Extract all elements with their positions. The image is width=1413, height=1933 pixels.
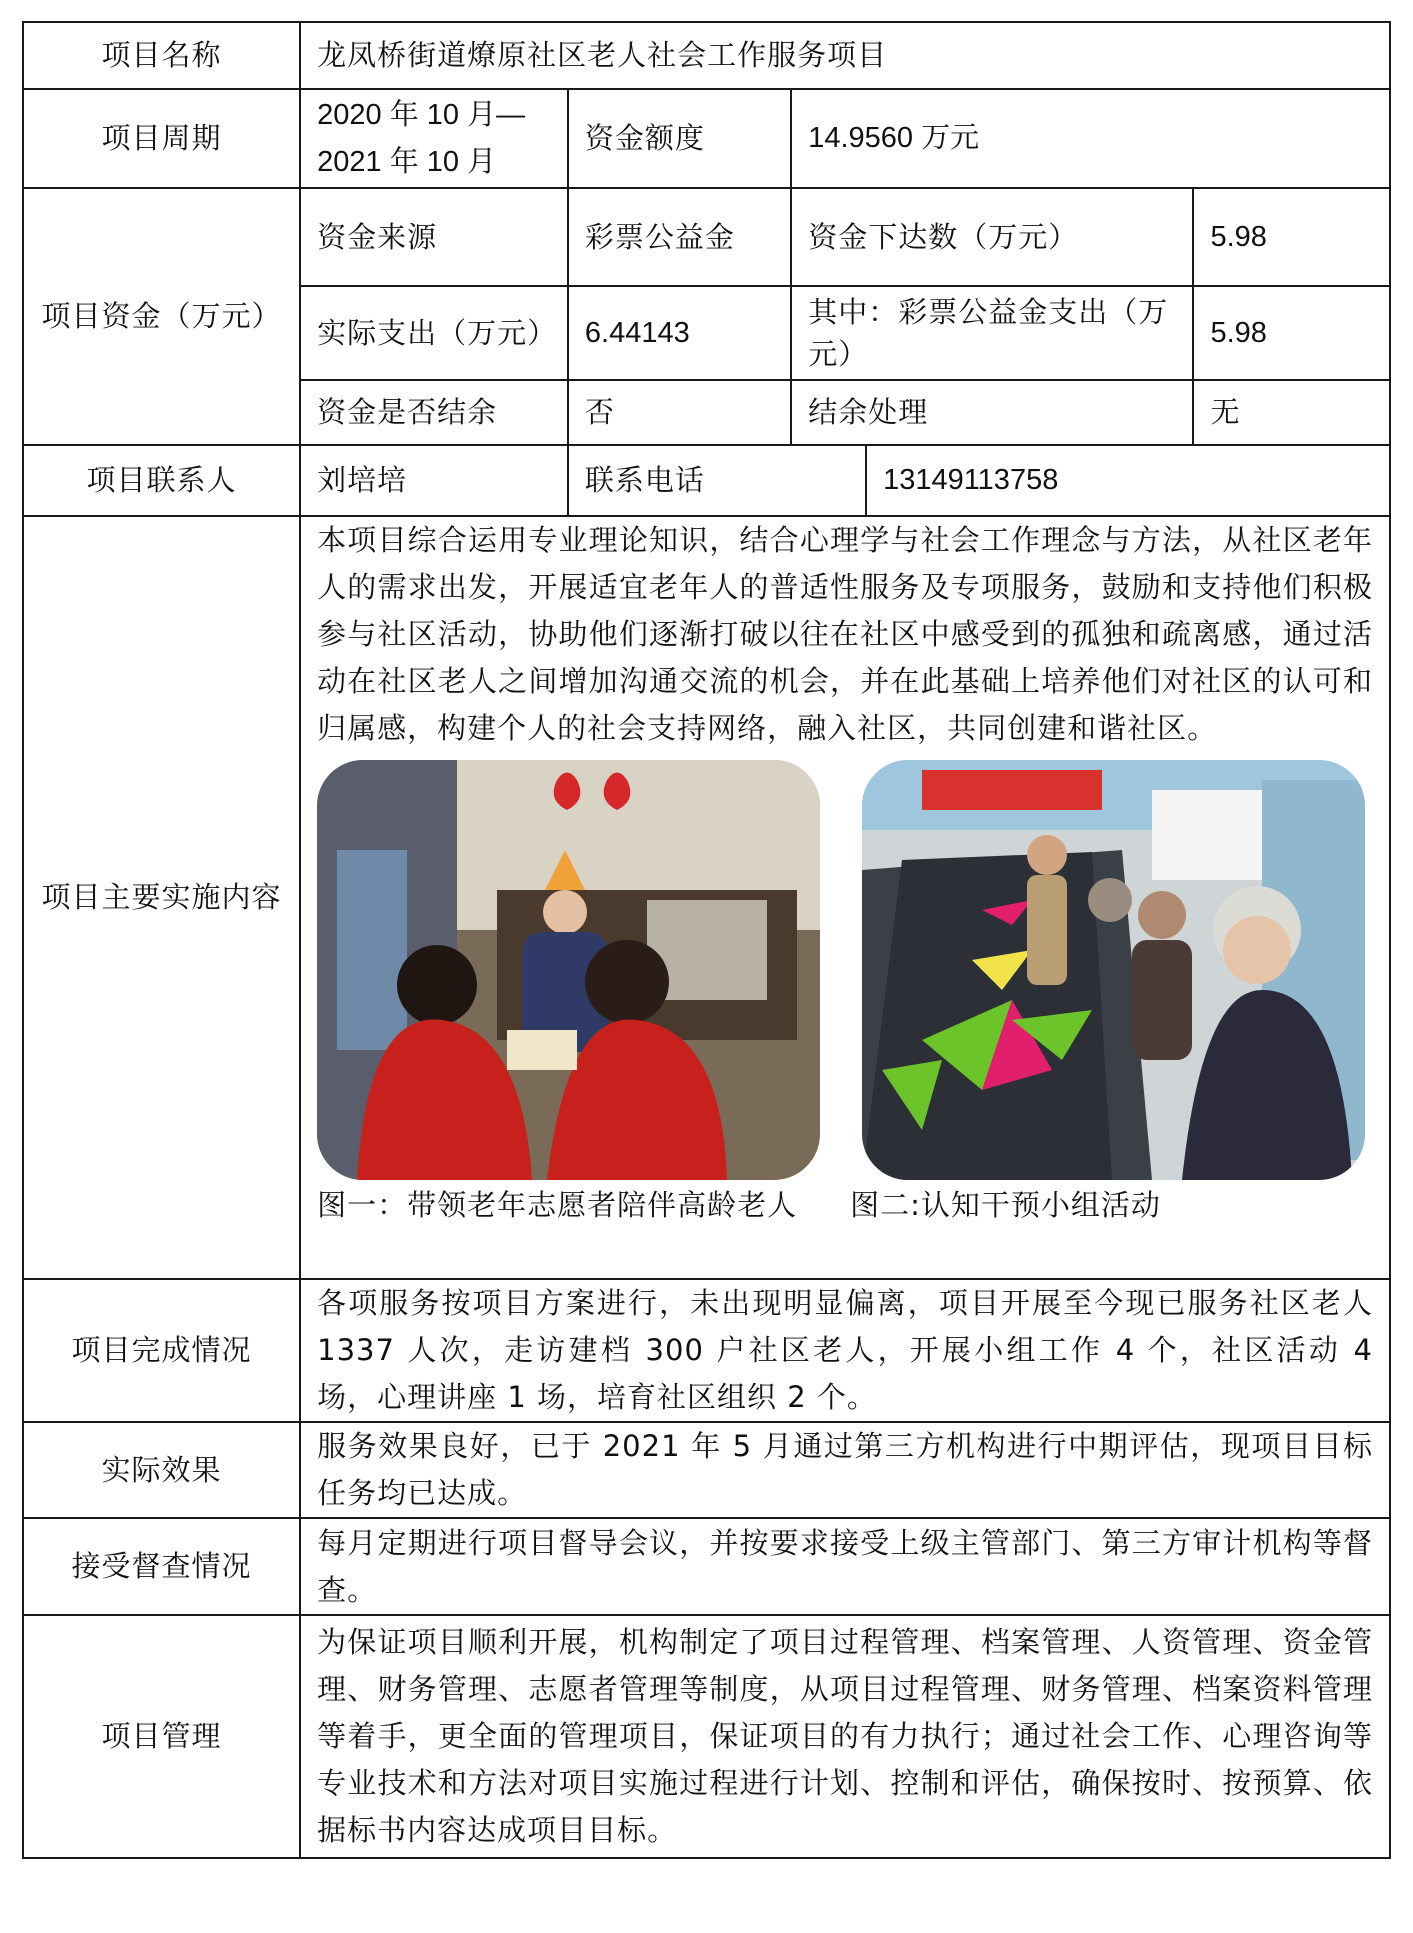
surplus-value: 否 <box>568 380 791 445</box>
management-text: 为保证项目顺利开展，机构制定了项目过程管理、档案管理、人资管理、资金管理、财务管理、志愿者管理等制度，从项目过程管理、财务管理、档案资料管理等着手，更全面的管理项目，保证项目的有力执行；通过社会工作、心理咨询等专业技术和方法对项目实施过程进行计划、控制和评估，确保按时、按预算、依据标书内容达成项目目标。 <box>300 1615 1390 1858</box>
contact-phone-label: 联系电话 <box>568 445 866 516</box>
project-period-value <box>300 89 568 188</box>
contact-label: 项目联系人 <box>23 445 300 516</box>
surplus-handling-label: 结余处理 <box>791 380 1193 445</box>
photo-caption-1: 图一：带领老年志愿者陪伴高龄老人 <box>317 1188 798 1222</box>
content-text: 本项目综合运用专业理论知识，结合心理学与社会工作理念与方法，从社区老年人的需求出发，开展适宜老年人的普适性服务及专项服务，鼓励和支持他们积极参与社区活动，协助他们逐渐打破以往在社区中感受到的孤独和疏离感，通过活动在社区老人之间增加沟通交流的机会，并在此基础上培养他们对社区的认可和归属感，构建个人的社会支持网络，融入社区，共同创建和谐社区。 <box>317 523 1373 745</box>
row-project-period <box>23 89 1390 188</box>
lottery-expense-label: 其中：彩票公益金支出（万元） <box>791 286 1193 380</box>
effect-text: 服务效果良好，已于 2021 年 5 月通过第三方机构进行中期评估，现项目目标任务均已达成。 <box>300 1422 1390 1518</box>
project-period-end: 2021 年 10 月 <box>317 145 497 178</box>
project-name-label: 项目名称 <box>23 22 300 89</box>
row-fund-source <box>23 188 1390 286</box>
row-contact <box>23 445 1390 516</box>
effect-label: 实际效果 <box>23 1422 300 1518</box>
row-supervision <box>23 1518 1390 1615</box>
content-cell <box>300 516 1390 1279</box>
completion-text: 各项服务按项目方案进行，未出现明显偏离，项目开展至今现已服务社区老人 1337 人次，走访建档 300 户社区老人，开展小组工作 4 个，社区活动 4 场，心理讲座 1 场，培育社区组织 2 个。 <box>300 1279 1390 1422</box>
lottery-expense-value: 5.98 <box>1193 286 1390 380</box>
row-project-name <box>23 22 1390 89</box>
project-funds-label: 项目资金（万元） <box>23 188 300 445</box>
fund-amount-value: 14.9560 万元 <box>791 89 1390 188</box>
actual-expense-value: 6.44143 <box>568 286 791 380</box>
fund-source-value: 彩票公益金 <box>568 188 791 286</box>
surplus-handling-value: 无 <box>1193 380 1390 445</box>
project-period-start: 2020 年 10 月— <box>317 98 526 131</box>
supervision-text: 每月定期进行项目督导会议，并按要求接受上级主管部门、第三方审计机构等督查。 <box>300 1518 1390 1615</box>
completion-label: 项目完成情况 <box>23 1279 300 1422</box>
photo-cognitive-group <box>862 760 1365 1180</box>
surplus-label: 资金是否结余 <box>300 380 568 445</box>
management-label: 项目管理 <box>23 1615 300 1858</box>
row-content <box>23 516 1390 1279</box>
row-effect <box>23 1422 1390 1518</box>
fund-amount-label: 资金额度 <box>568 89 791 188</box>
fund-issued-value: 5.98 <box>1193 188 1390 286</box>
actual-expense-label: 实际支出（万元） <box>300 286 568 380</box>
fund-source-label: 资金来源 <box>300 188 568 286</box>
photo-volunteers-visiting <box>317 760 820 1180</box>
contact-phone: 13149113758 <box>866 445 1390 516</box>
project-info-table <box>22 21 1391 1859</box>
photo-row <box>317 752 1373 1180</box>
content-label: 项目主要实施内容 <box>23 516 300 1279</box>
row-management <box>23 1615 1390 1858</box>
project-period-label: 项目周期 <box>23 89 300 188</box>
contact-name: 刘培培 <box>300 445 568 516</box>
row-completion <box>23 1279 1390 1422</box>
photo-caption-2: 图二:认知干预小组活动 <box>850 1188 1161 1222</box>
photo-captions <box>317 1182 1373 1229</box>
supervision-label: 接受督查情况 <box>23 1518 300 1615</box>
project-name-value: 龙凤桥街道燎原社区老人社会工作服务项目 <box>300 22 1390 89</box>
fund-issued-label: 资金下达数（万元） <box>791 188 1193 286</box>
